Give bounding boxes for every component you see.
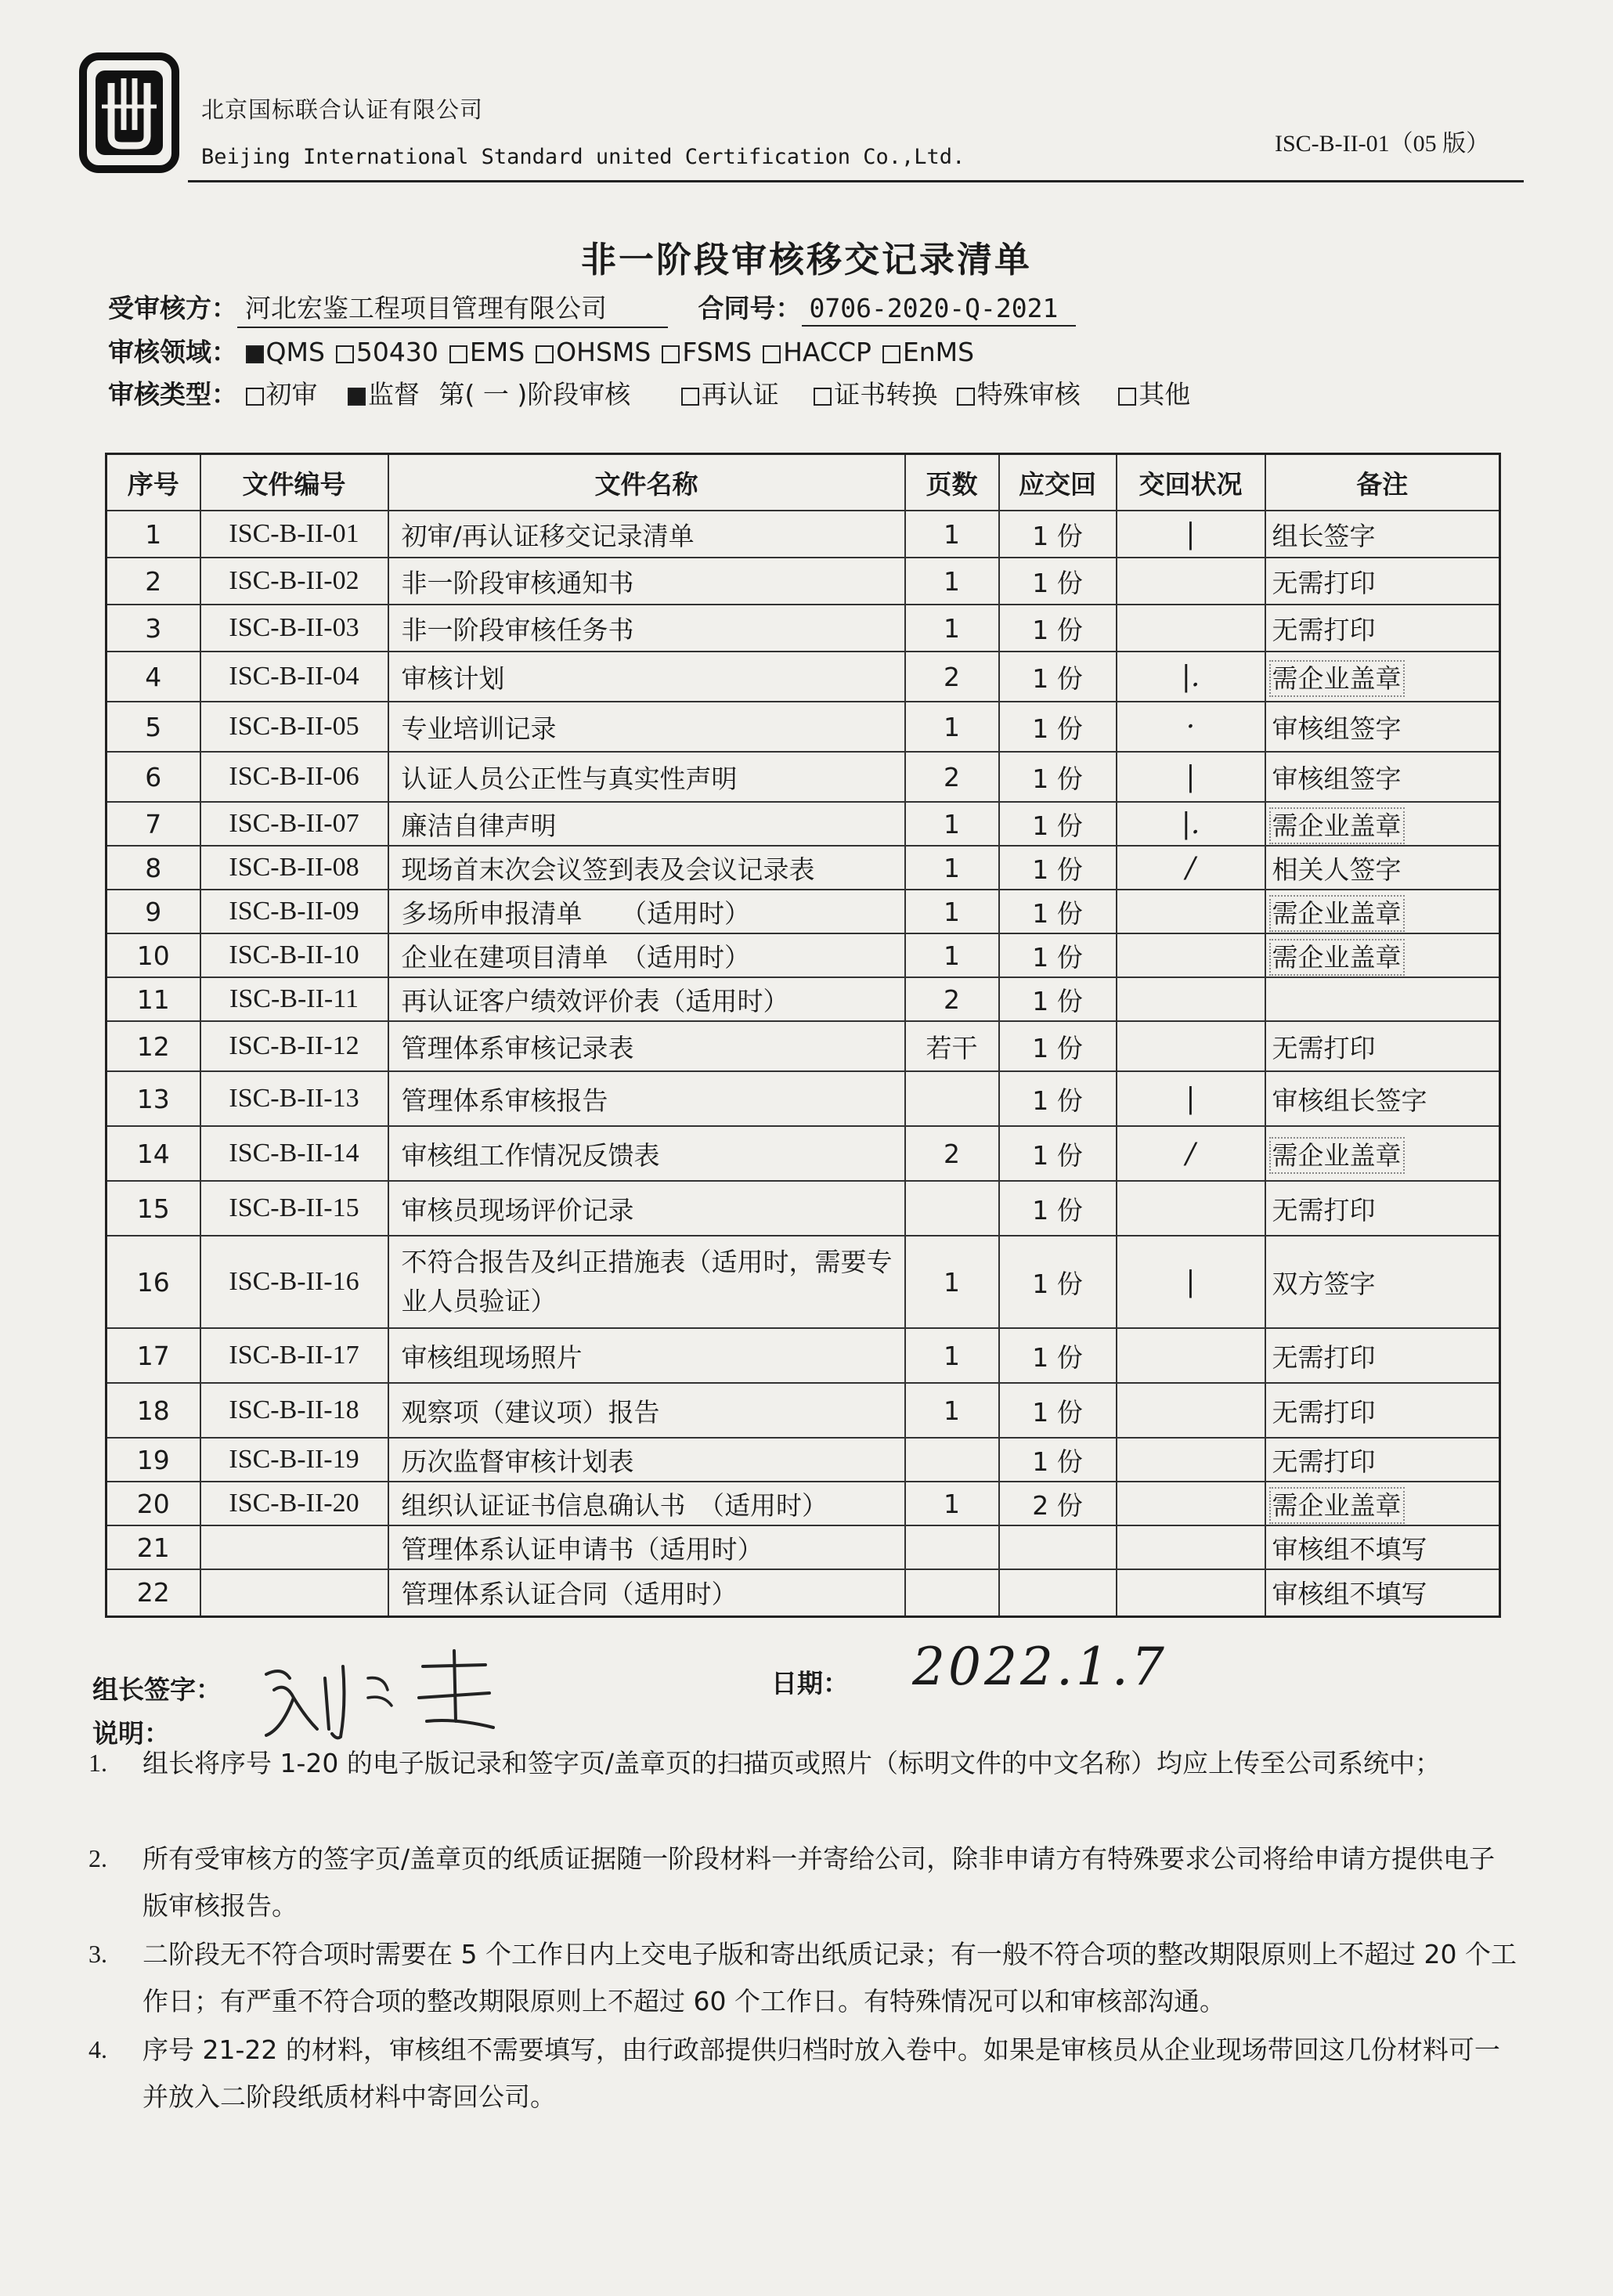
file-name: 非一阶段审核任务书 [388,605,905,652]
file-name: 专业培训记录 [388,702,905,752]
file-name: 廉洁自律声明 [388,802,905,846]
remark: 无需打印 [1265,1181,1500,1236]
return-status: |. [1117,802,1265,846]
remark: 无需打印 [1265,1383,1500,1438]
row-number: 6 [106,752,200,802]
note-1-num: 1. [88,1749,107,1777]
row-number: 4 [106,652,200,702]
file-code: ISC-B-II-11 [200,977,388,1021]
audit-field-checkbox[interactable] [336,345,354,363]
return-status: |. [1117,652,1265,702]
contract-label: 合同号： [698,293,802,323]
audit-field-checkbox[interactable] [763,345,781,363]
file-name: 初审/再认证移交记录清单 [388,511,905,558]
copies-due: 1 份 [999,752,1117,802]
table-row [106,1383,1500,1438]
notes-label: 说明： [92,1718,170,1749]
copies-due: 2 份 [999,1482,1117,1525]
row-number: 2 [106,558,200,605]
row-number: 21 [106,1525,200,1569]
audit-field-label: FSMS [682,337,752,367]
file-name: 不符合报告及纠正措施表（适用时，需要专业人员验证） [388,1236,905,1328]
file-code: ISC-B-II-01 [200,511,388,558]
row-number: 14 [106,1126,200,1181]
page-count: 2 [905,1126,999,1181]
remark-text: 需企业盖章 [1272,1139,1402,1171]
copies-due [999,1525,1117,1569]
return-status [1117,1438,1265,1482]
audit-field-label: OHSMS [556,337,651,367]
copies-due: 1 份 [999,977,1117,1021]
file-name: 组织认证证书信息确认书 （适用时） [388,1482,905,1525]
audit-field-option[interactable] [662,337,752,367]
col-header-status: 交回状况 [1117,454,1265,511]
return-status [1117,890,1265,933]
note-3-text: 二阶段无不符合项时需要在 5 个工作日内上交电子版和寄出纸质记录；有一般不符合项的整改期限原则上不超过 20 个工作日；有严重不符合项的整改期限原则上不超过 60 个工作日。有特殊情况可以和审核部沟通。 [143,1939,1517,2016]
stage-suffix: )阶段审核 [517,379,631,410]
option-recert[interactable]: 再认证 [681,379,779,410]
file-code: ISC-B-II-20 [200,1482,388,1525]
remark: 无需打印 [1265,558,1500,605]
remark: 无需打印 [1265,1438,1500,1482]
page-count: 1 [905,1236,999,1328]
return-status: · [1117,702,1265,752]
file-code: ISC-B-II-08 [200,846,388,890]
leader-signature [251,1643,509,1745]
page-count [905,1071,999,1126]
page-count [905,1438,999,1482]
row-number: 3 [106,605,200,652]
document-title: 非一阶段审核移交记录清单 [580,239,1032,280]
file-code: ISC-B-II-02 [200,558,388,605]
audit-field-option[interactable] [336,337,438,367]
option-surveillance[interactable]: 监督 [348,379,420,410]
file-code: ISC-B-II-13 [200,1071,388,1126]
audit-field-option[interactable] [536,337,651,367]
remark: 无需打印 [1265,1328,1500,1383]
file-name: 多场所申报清单 （适用时） [388,890,905,933]
option-transfer[interactable]: 证书转换 [814,379,937,410]
file-code: ISC-B-II-15 [200,1181,388,1236]
row-number: 18 [106,1383,200,1438]
copies-due: 1 份 [999,511,1117,558]
remark [1265,1126,1500,1181]
col-header-copies: 应交回 [999,454,1117,511]
table-row [106,605,1500,652]
copies-due: 1 份 [999,890,1117,933]
file-name: 管理体系审核报告 [388,1071,905,1126]
checkbox-recert[interactable] [681,388,699,406]
copies-due: 1 份 [999,1021,1117,1071]
copies-due: 1 份 [999,1126,1117,1181]
remark [1265,802,1500,846]
stage-prefix: 第( [438,379,475,410]
company-logo [78,52,180,174]
date-value: 2022.1.7 [912,1637,1167,1697]
audit-field-label: HACCP [783,337,871,367]
file-name: 企业在建项目清单 （适用时） [388,933,905,977]
contract-value: 0706-2020-Q-2021 [802,293,1076,327]
file-name: 认证人员公正性与真实性声明 [388,752,905,802]
return-status [1117,977,1265,1021]
return-status: | [1117,1236,1265,1328]
file-name: 观察项（建议项）报告 [388,1383,905,1438]
table-header-row [106,454,1500,511]
page-count: 1 [905,1328,999,1383]
audit-field-label: 50430 [355,337,438,367]
copies-due: 1 份 [999,558,1117,605]
copies-due: 1 份 [999,1383,1117,1438]
audit-fields-line [108,332,985,369]
copies-due: 1 份 [999,1181,1117,1236]
table-row [106,511,1500,558]
table-row [106,1236,1500,1328]
col-header-remark: 备注 [1265,454,1500,511]
row-number: 7 [106,802,200,846]
file-code: ISC-B-II-16 [200,1236,388,1328]
copies-due: 1 份 [999,846,1117,890]
remark [1265,652,1500,702]
audit-type-line [108,374,1201,411]
note-2-text: 所有受审核方的签字页/盖章页的纸质证据随一阶段材料一并寄给公司，除非申请方有特殊要求公司将给申请方提供电子版审核报告。 [143,1843,1496,1921]
return-status: | [1117,752,1265,802]
option-special[interactable]: 特殊审核 [957,379,1081,410]
table-row [106,1482,1500,1525]
file-code: ISC-B-II-19 [200,1438,388,1482]
audit-fields-options [246,337,986,367]
checkbox-transfer[interactable] [814,388,832,406]
file-code: ISC-B-II-09 [200,890,388,933]
file-code: ISC-B-II-06 [200,752,388,802]
row-number: 17 [106,1328,200,1383]
return-status [1117,1525,1265,1569]
return-status: | [1117,1071,1265,1126]
remark: 双方签字 [1265,1236,1500,1328]
page-count: 1 [905,890,999,933]
return-status [1117,605,1265,652]
return-status [1117,1482,1265,1525]
return-status [1117,933,1265,977]
copies-due: 1 份 [999,1438,1117,1482]
table-row [106,1021,1500,1071]
copies-due: 1 份 [999,1071,1117,1126]
checkbox-surveillance[interactable] [348,388,366,406]
checkbox-initial[interactable] [246,388,264,406]
row-number: 8 [106,846,200,890]
company-name-en: Beijing International Standard united Certification Co.,Ltd. [201,145,965,169]
row-number: 15 [106,1181,200,1236]
page-count: 1 [905,511,999,558]
return-status: / [1117,1126,1265,1181]
client-label: 受审核方： [108,293,237,323]
remark-text: 需企业盖章 [1272,662,1402,694]
handover-table [105,453,1501,1618]
file-name: 审核计划 [388,652,905,702]
remark-text: 需企业盖章 [1272,1489,1402,1521]
file-code: ISC-B-II-05 [200,702,388,752]
remark: 相关人签字 [1265,846,1500,890]
remark [1265,933,1500,977]
return-status [1117,1181,1265,1236]
file-name: 管理体系认证申请书（适用时） [388,1525,905,1569]
audit-field-option[interactable] [882,337,974,367]
table-row [106,652,1500,702]
return-status: | [1117,511,1265,558]
table-row [106,1328,1500,1383]
form-code: ISC-B-II-01（05 版） [1275,131,1490,157]
note-4-num: 4. [88,2035,107,2063]
file-name: 审核组工作情况反馈表 [388,1126,905,1181]
company-name-cn: 北京国标联合认证有限公司 [201,96,484,123]
copies-due [999,1569,1117,1616]
file-name: 审核员现场评价记录 [388,1181,905,1236]
page-count: 1 [905,1383,999,1438]
option-other[interactable]: 其他 [1118,379,1190,410]
stage-value: 一 [482,379,509,410]
file-name: 审核组现场照片 [388,1328,905,1383]
audit-field-label: EMS [469,337,525,367]
audit-field-checkbox[interactable] [246,345,264,363]
file-code [200,1525,388,1569]
col-header-code: 文件编号 [200,454,388,511]
client-value: 河北宏鉴工程项目管理有限公司 [237,288,668,328]
copies-due: 1 份 [999,605,1117,652]
table-row [106,890,1500,933]
page-count: 1 [905,1482,999,1525]
page-count: 1 [905,802,999,846]
file-code: ISC-B-II-07 [200,802,388,846]
table-row [106,752,1500,802]
file-name: 管理体系审核记录表 [388,1021,905,1071]
note-2-num: 2. [88,1844,107,1872]
audit-field-option[interactable] [246,337,325,367]
file-code [200,1569,388,1616]
audit-field-checkbox[interactable] [882,345,900,363]
row-number: 9 [106,890,200,933]
file-code: ISC-B-II-14 [200,1126,388,1181]
file-name: 现场首末次会议签到表及会议记录表 [388,846,905,890]
table-row [106,1071,1500,1126]
remark: 无需打印 [1265,605,1500,652]
page-count: 2 [905,977,999,1021]
table-row [106,1438,1500,1482]
remark: 审核组签字 [1265,752,1500,802]
page-count [905,1525,999,1569]
option-initial[interactable]: 初审 [246,379,318,410]
copies-due: 1 份 [999,652,1117,702]
page-count: 1 [905,558,999,605]
remark: 无需打印 [1265,1021,1500,1071]
file-code: ISC-B-II-04 [200,652,388,702]
audit-field-checkbox[interactable] [536,345,554,363]
copies-due: 1 份 [999,933,1117,977]
remark: 审核组签字 [1265,702,1500,752]
remark-text: 需企业盖章 [1272,941,1402,973]
table-row [106,702,1500,752]
page-count: 若干 [905,1021,999,1071]
table-row [106,1525,1500,1569]
page-count: 1 [905,933,999,977]
copies-due: 1 份 [999,1328,1117,1383]
page-count: 1 [905,702,999,752]
return-status [1117,1021,1265,1071]
return-status [1117,1569,1265,1616]
remark: 审核组不填写 [1265,1525,1500,1569]
remark [1265,1482,1500,1525]
remark: 组长签字 [1265,511,1500,558]
note-3-num: 3. [88,1940,107,1968]
file-code: ISC-B-II-18 [200,1383,388,1438]
file-code: ISC-B-II-12 [200,1021,388,1071]
page-count: 2 [905,652,999,702]
audit-field-option[interactable] [449,337,525,367]
row-number: 22 [106,1569,200,1616]
leader-sign-label: 组长签字： [92,1674,222,1705]
remark [1265,890,1500,933]
row-number: 11 [106,977,200,1021]
return-status: / [1117,846,1265,890]
file-name: 历次监督审核计划表 [388,1438,905,1482]
copies-due: 1 份 [999,802,1117,846]
audit-field-label: EnMS [902,337,975,367]
audit-field-checkbox[interactable] [662,345,680,363]
table-row [106,846,1500,890]
col-header-pages: 页数 [905,454,999,511]
audit-type-label: 审核类型： [108,379,237,410]
page-count [905,1569,999,1616]
date-label: 日期： [771,1668,849,1699]
row-number: 12 [106,1021,200,1071]
file-name: 非一阶段审核通知书 [388,558,905,605]
file-name: 管理体系认证合同（适用时） [388,1569,905,1616]
file-code: ISC-B-II-03 [200,605,388,652]
page-count [905,1181,999,1236]
table-row [106,933,1500,977]
checkbox-other[interactable] [1118,388,1136,406]
header-divider [188,180,1524,182]
note-4-text: 序号 21-22 的材料，审核组不需要填写，由行政部提供归档时放入卷中。如果是审核员从企业现场带回这几份材料可一并放入二阶段纸质材料中寄回公司。 [143,2034,1500,2112]
file-code: ISC-B-II-10 [200,933,388,977]
table-row [106,1126,1500,1181]
checkbox-special[interactable] [957,388,975,406]
copies-due: 1 份 [999,702,1117,752]
note-1-text: 组长将序号 1-20 的电子版记录和签字页/盖章页的扫描页或照片（标明文件的中文名称）均应上传至公司系统中； [143,1748,1441,1778]
remark: 审核组不填写 [1265,1569,1500,1616]
row-number: 13 [106,1071,200,1126]
return-status [1117,558,1265,605]
return-status [1117,1328,1265,1383]
audit-fields-label: 审核领域： [108,337,237,367]
page-count: 2 [905,752,999,802]
col-header-no: 序号 [106,454,200,511]
client-line [108,288,1076,328]
page-count: 1 [905,846,999,890]
audit-field-option[interactable] [763,337,871,367]
remark: 审核组长签字 [1265,1071,1500,1126]
remark-text: 需企业盖章 [1272,897,1402,929]
audit-field-label: QMS [265,337,325,367]
table-row [106,1181,1500,1236]
file-code: ISC-B-II-17 [200,1328,388,1383]
table-row [106,558,1500,605]
table-row [106,1569,1500,1616]
remark-text: 需企业盖章 [1272,810,1402,841]
row-number: 16 [106,1236,200,1328]
row-number: 10 [106,933,200,977]
file-name: 再认证客户绩效评价表（适用时） [388,977,905,1021]
page-count: 1 [905,605,999,652]
row-number: 5 [106,702,200,752]
remark [1265,977,1500,1021]
row-number: 1 [106,511,200,558]
table-body [106,511,1500,1616]
table-row [106,802,1500,846]
table-row [106,977,1500,1021]
col-header-name: 文件名称 [388,454,905,511]
return-status [1117,1383,1265,1438]
row-number: 20 [106,1482,200,1525]
copies-due: 1 份 [999,1236,1117,1328]
row-number: 19 [106,1438,200,1482]
audit-field-checkbox[interactable] [449,345,467,363]
